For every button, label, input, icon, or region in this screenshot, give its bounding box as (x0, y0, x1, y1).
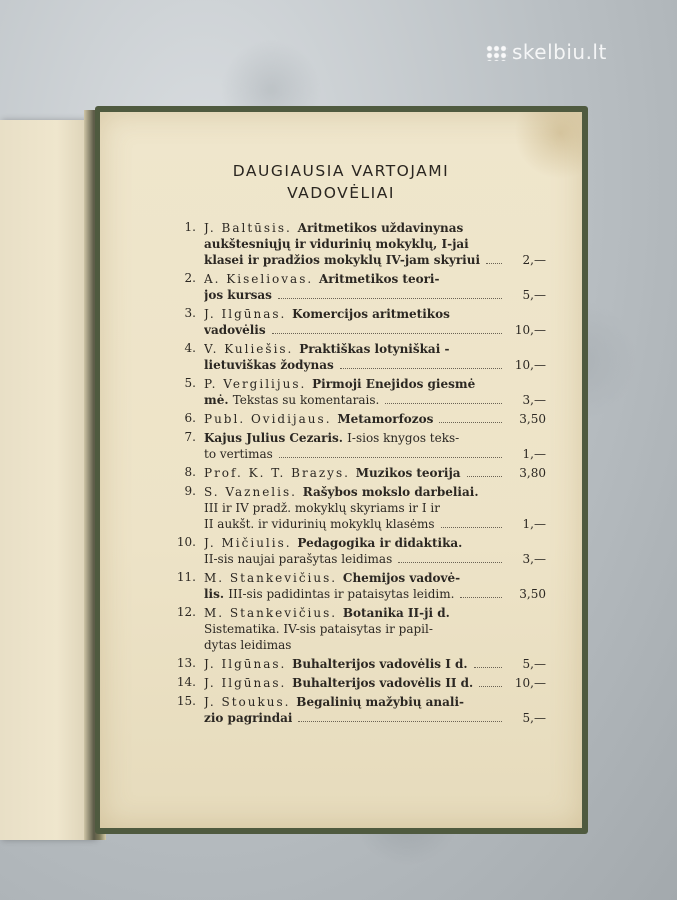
item-body (204, 411, 546, 427)
item-author: Prof. K. T. Brazys. (204, 466, 356, 480)
item-number: 10. (176, 535, 196, 549)
item-line-text (204, 306, 450, 322)
heading-line-1: DAUGIAUSIA VARTOJAMI (232, 162, 450, 180)
item-body (204, 220, 546, 268)
item-line-text (204, 710, 292, 726)
item-title: dytas leidimas (204, 638, 292, 652)
item-price: 3,— (522, 393, 546, 407)
item-line-text (204, 252, 480, 268)
item-title: Pedagogika ir didaktika. (297, 536, 463, 550)
dot-leader (272, 322, 502, 334)
item-title: II aukšt. ir vidurinių mokyklų klasėms (204, 517, 435, 531)
list-item (166, 341, 546, 373)
item-line-text (204, 675, 473, 691)
item-line (204, 535, 546, 551)
item-price: 10,— (514, 676, 546, 690)
item-line-text (204, 271, 439, 287)
item-body (204, 694, 546, 726)
item-title: Metamorfozos (337, 412, 434, 426)
item-number: 4. (184, 341, 196, 355)
dot-leader (340, 357, 502, 369)
item-line (204, 322, 546, 338)
item-body (204, 656, 546, 672)
item-author: J. Ilgūnas. (204, 657, 293, 671)
left-page (0, 120, 95, 840)
watermark-text: skelbiu.lt (512, 40, 607, 64)
item-author: J. Ilgūnas. (204, 307, 293, 321)
list-item (166, 694, 546, 726)
item-title: Chemijos vadovė- (342, 571, 461, 585)
item-body (204, 535, 546, 567)
item-line-text (204, 586, 454, 602)
item-price: 1,— (522, 447, 546, 461)
item-body (204, 430, 546, 462)
item-line (204, 220, 546, 236)
dot-leader (479, 675, 502, 687)
item-title: I-sios knygos teks- (347, 431, 460, 445)
item-line-text (204, 446, 273, 462)
dot-leader (279, 446, 502, 458)
item-number: 14. (176, 675, 196, 689)
item-title: III ir IV pradž. mokyklų skyriams ir I ir (204, 501, 440, 515)
list-item (166, 411, 546, 427)
watermark (486, 40, 607, 64)
item-author: M. Stankevičius. (204, 571, 343, 585)
list-item (166, 605, 546, 653)
item-line (204, 605, 546, 621)
list-item (166, 675, 546, 691)
item-number: 8. (184, 465, 196, 479)
item-title: Muzikos teorija (355, 466, 461, 480)
item-number: 13. (176, 656, 196, 670)
item-title: aukštesniųjų ir vidurinių mokyklų, I-jai (204, 237, 469, 251)
item-body (204, 271, 546, 303)
item-title: Buhalterijos vadovėlis II d. (292, 676, 474, 690)
list-item (166, 656, 546, 672)
item-line (204, 271, 546, 287)
item-line (204, 357, 546, 373)
dot-leader (486, 252, 502, 264)
dot-leader (385, 392, 502, 404)
item-number: 9. (184, 484, 196, 498)
item-line-text (204, 236, 469, 252)
item-author: P. Vergilijus. (204, 377, 313, 391)
dot-leader (441, 516, 502, 528)
item-author: M. Stankevičius. (204, 606, 343, 620)
item-line (204, 694, 546, 710)
item-line-text (204, 322, 266, 338)
item-number: 1. (184, 220, 196, 234)
item-title: Praktiškas lotyniškai - (299, 342, 450, 356)
item-price: 3,80 (519, 466, 546, 480)
item-line (204, 411, 546, 427)
item-line (204, 465, 546, 481)
item-price: 3,50 (519, 587, 546, 601)
item-title: jos kursas (204, 288, 272, 302)
item-title: klasei ir pradžios mokyklų IV-jam skyriui (204, 253, 481, 267)
item-price: 5,— (522, 288, 546, 302)
dot-leader (474, 656, 502, 668)
item-price: 3,50 (519, 412, 546, 426)
item-title: mė. (204, 393, 233, 407)
item-number: 11. (176, 570, 196, 584)
dot-leader (467, 465, 502, 477)
item-line (204, 252, 546, 268)
dot-leader (439, 411, 502, 423)
item-number: 12. (176, 605, 196, 619)
item-title: Komercijos aritmetikos (292, 307, 450, 321)
item-title: Rašybos mokslo darbeliai. (302, 485, 479, 499)
list-item (166, 306, 546, 338)
item-line (204, 500, 546, 516)
item-line-text (204, 535, 462, 551)
item-line-text (204, 637, 291, 653)
item-author: J. Mičiulis. (204, 536, 298, 550)
item-title: II-sis naujai parašytas leidimas (204, 552, 393, 566)
item-title: Botanika II-ji d. (342, 606, 450, 620)
item-title: Tekstas su komentarais. (232, 393, 380, 407)
item-line (204, 710, 546, 726)
dot-leader (278, 287, 502, 299)
dot-leader (298, 710, 502, 722)
item-body (204, 341, 546, 373)
item-line (204, 287, 546, 303)
item-line (204, 392, 546, 408)
list-item (166, 376, 546, 408)
item-author: V. Kuliešis. (204, 342, 300, 356)
item-number: 5. (184, 376, 196, 390)
item-title: III-sis padidintas ir pataisytas leidim. (228, 587, 455, 601)
item-title: Pirmoji Enejidos giesmė (312, 377, 476, 391)
list-item (166, 271, 546, 303)
item-line (204, 621, 546, 637)
item-line-text (204, 551, 392, 567)
item-line (204, 376, 546, 392)
item-number: 7. (184, 430, 196, 444)
item-body (204, 570, 546, 602)
item-body (204, 376, 546, 408)
item-line-text (204, 484, 479, 500)
item-line (204, 570, 546, 586)
item-author: S. Vaznelis. (204, 485, 303, 499)
item-line-text (204, 220, 463, 236)
item-number: 6. (184, 411, 196, 425)
item-title: Aritmetikos uždavinynas (297, 221, 464, 235)
item-line (204, 516, 546, 532)
item-line-text (204, 392, 379, 408)
item-line (204, 446, 546, 462)
item-title: Buhalterijos vadovėlis I d. (292, 657, 468, 671)
item-line-text (204, 605, 450, 621)
list-item (166, 535, 546, 567)
item-line (204, 236, 546, 252)
item-author: J. Stoukus. (204, 695, 297, 709)
item-price: 10,— (514, 358, 546, 372)
item-line-text (204, 465, 461, 481)
item-price: 5,— (522, 657, 546, 671)
item-price: 1,— (522, 517, 546, 531)
item-body (204, 605, 546, 653)
item-line-text (204, 516, 435, 532)
item-title: zio pagrindai (204, 711, 293, 725)
item-title: Sistematika. IV-sis pataisytas ir papil- (204, 622, 433, 636)
item-line-text (204, 500, 440, 516)
item-line (204, 484, 546, 500)
item-author: J. Ilgūnas. (204, 676, 293, 690)
dot-leader (398, 551, 502, 563)
item-number: 3. (184, 306, 196, 320)
item-line-text (204, 341, 449, 357)
item-title: vadovėlis (204, 323, 266, 337)
item-line (204, 637, 546, 653)
list-item (166, 570, 546, 602)
item-line (204, 430, 546, 446)
item-price: 3,— (522, 552, 546, 566)
item-line (204, 656, 546, 672)
item-price: 5,— (522, 711, 546, 725)
list-item (166, 430, 546, 462)
heading-line-2: VADOVĖLIAI (287, 184, 395, 202)
book-page (100, 112, 582, 828)
item-line-text (204, 694, 464, 710)
item-number: 2. (184, 271, 196, 285)
list-item (166, 465, 546, 481)
list-item (166, 220, 546, 268)
item-line (204, 341, 546, 357)
item-line (204, 675, 546, 691)
item-author: A. Kiseliovas. (204, 272, 319, 286)
book-list (166, 220, 546, 729)
item-line-text (204, 357, 334, 373)
item-body (204, 484, 546, 532)
item-line-text (204, 621, 433, 637)
dot-leader (460, 586, 502, 598)
item-line-text (204, 287, 272, 303)
item-line-text (204, 430, 459, 446)
item-title: Kajus Julius Cezaris. (204, 431, 348, 445)
item-title: lietuviškas žodynas (204, 358, 334, 372)
watermark-logo-icon (486, 45, 508, 61)
item-body (204, 306, 546, 338)
item-title: Begalinių mažybių anali- (296, 695, 465, 709)
item-line-text (204, 570, 460, 586)
item-line (204, 586, 546, 602)
item-body (204, 465, 546, 481)
item-title: Aritmetikos teori- (318, 272, 440, 286)
item-line (204, 551, 546, 567)
item-line-text (204, 411, 433, 427)
item-price: 2,— (522, 253, 546, 267)
item-author: J. Baltūsis. (204, 221, 298, 235)
item-number: 15. (176, 694, 196, 708)
item-author: Publ. Ovidijaus. (204, 412, 338, 426)
list-item (166, 484, 546, 532)
item-title: lis. (204, 587, 229, 601)
item-line-text (204, 656, 468, 672)
item-line (204, 306, 546, 322)
item-line-text (204, 376, 475, 392)
item-title: to vertimas (204, 447, 273, 461)
item-price: 10,— (514, 323, 546, 337)
item-body (204, 675, 546, 691)
